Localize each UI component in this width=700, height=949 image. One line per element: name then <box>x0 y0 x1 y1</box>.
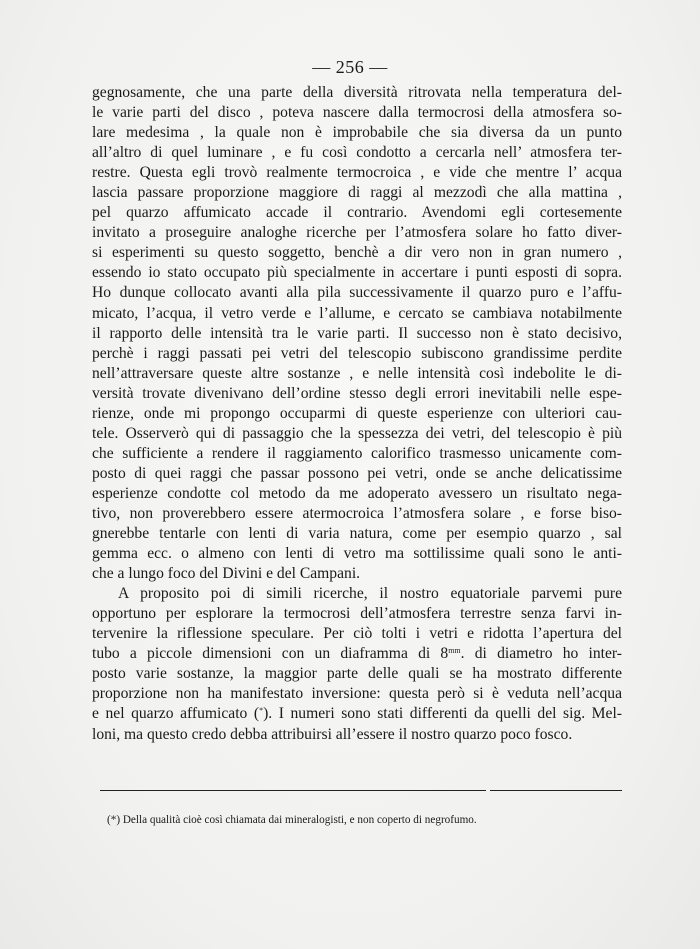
text-line: micato, l’acqua, il vetro verde e l’allume, e cercato se cambiava notabilmente <box>92 304 622 322</box>
text-line: gnerebbe tentarle con lenti di varia natura, come per esempio quarzo , sal <box>92 525 622 543</box>
text-line: posto di quei raggi che passar possono pei vetri, onde se anche delicatissime <box>92 464 622 482</box>
text-line: invitato a proseguire analoghe ricerche per l’atmosfera solare ho fatto diver- <box>92 224 622 242</box>
text-line: esperienze condotte col metodo da me adoperato avessero un risultato nega- <box>92 484 622 502</box>
text-line: versità trovate divenivano dell’ordine stesso degli errori inevitabili nelle espe- <box>92 384 622 402</box>
text-line: tele. Osserverò qui di passaggio che la spessezza dei vetri, del telescopio è più <box>92 424 622 442</box>
text-segment: e nel quarzo affumicato ( <box>92 705 260 723</box>
text-line: Ho dunque collocato avanti alla pila successivamente il quarzo puro e l’affu- <box>92 284 622 302</box>
text-line: A proposito poi di simili ricerche, il nostro equatoriale parvemi pure <box>118 585 622 603</box>
text-line: il rapporto delle intensità tra le varie parti. Il successo non è stato decisivo, <box>92 324 622 342</box>
text-line: perchè i raggi passati pei vetri del telescopio subiscono grandissime perdite <box>92 344 622 362</box>
text-line: si esperimenti su questo soggetto, benchè a dir vero non in gran numero , <box>92 244 622 262</box>
text-line: che a lungo foco del Divini e del Campani. <box>92 565 361 583</box>
text-segment: . di diametro ho inter- <box>460 645 622 663</box>
text-line: opportuno per esplorare la termocrosi dell’atmosfera terrestre senza farvi in- <box>92 605 622 623</box>
text-line <box>92 644 622 664</box>
paragraph-2 <box>92 584 622 744</box>
text-line: essendo io stato occupato più specialmente in accertare i punti esposti di sopra. <box>92 264 622 282</box>
text-line: proporzione non ha manifestato inversione: questa però si è veduta nell’acqua <box>92 685 622 703</box>
text-line: loni, ma questo credo debba attribuirsi all’essere il nostro quarzo poco fosco. <box>92 725 573 743</box>
text-line: all’altro di quel luminare , e fu così condotto a cercarla nell’ atmosfera ter- <box>92 144 622 162</box>
text-segment: tubo a piccole dimensioni con un diaframma di 8 <box>92 645 449 663</box>
text-line: lascia passare proporzione maggiore di raggi al mezzodì che alla mattina , <box>92 184 622 202</box>
text-line: restre. Questa egli trovò realmente termocroica , e vide che mentre l’ acqua <box>92 164 622 182</box>
text-line: tivo, non proverebbero essere atermocroica l’atmosfera solare , e forse biso- <box>92 504 622 522</box>
footnote-reference[interactable]: * <box>259 706 264 716</box>
footnote: (*) Della qualità cioè così chiamata dai mineralogisti, e non coperto di negrofumo. <box>107 814 477 826</box>
text-line: lare medesima , la quale non è improbabile che sia diversa da un punto <box>92 124 622 142</box>
text-line: gemma ecc. o almeno con lenti di vetro ma sottilissime quali sono le anti- <box>92 545 622 563</box>
text-line: nell’attraversare queste altre sostanze , e nelle intensità così indebolite le di- <box>92 364 622 382</box>
page-number: — 256 — <box>312 57 388 77</box>
text-line: le varie parti del disco , poteva nascere dalla termocrosi della atmosfera so- <box>92 104 622 122</box>
text-segment: ). I numeri sono stati differenti da quelli del sig. Mel- <box>263 705 622 723</box>
text-line: gegnosamente, che una parte della diversità ritrovata nella temperatura del- <box>92 84 622 101</box>
text-line <box>92 704 622 724</box>
footnote-separator <box>100 790 486 791</box>
text-line: posto varie sostanze, la maggior parte delle quali se ha mostrato differente <box>92 665 622 683</box>
text-line: tervenire la riflessione speculare. Per ciò tolti i vetri e ridotta l’apertura del <box>92 625 622 643</box>
footnote-separator <box>490 790 622 791</box>
text-line: che sufficiente a rendere il raggiamento calorifico trasmesso unicamente com- <box>92 444 622 462</box>
paragraph-1 <box>92 83 622 584</box>
text-line: rienze, onde mi propongo occuparmi di queste esperienze con ulteriori cau- <box>92 404 622 422</box>
text-line: pel quarzo affumicato accade il contrario. Avendomi egli cortesemente <box>92 204 622 222</box>
superscript-unit: mm <box>448 646 461 656</box>
body-text <box>92 83 622 745</box>
